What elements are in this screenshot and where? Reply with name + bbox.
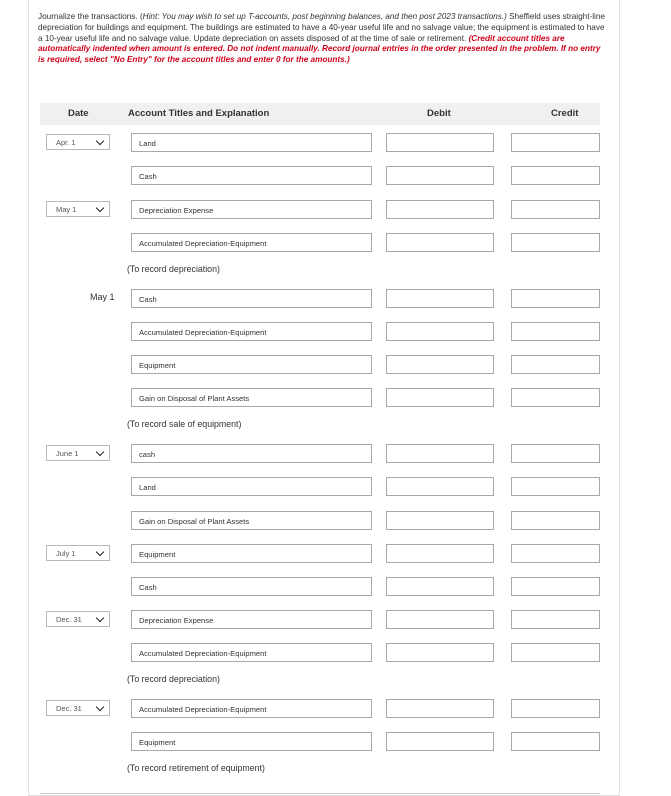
debit-input[interactable] [386,322,494,341]
debit-input[interactable] [386,444,494,463]
credit-input[interactable] [511,388,600,407]
instructions-red-note: (Credit account titles are automatically indented when amount is entered. Do not indent manually. Record journal entries in the order presented in the problem. If no entry is required, select "No Entry" for the account titles and enter 0 for the amounts.) [38,33,601,65]
date-value: June 1 [56,449,79,458]
credit-input[interactable] [511,610,600,629]
account-input[interactable]: Equipment [131,544,372,563]
instructions [38,12,608,66]
instructions-lead: Journalize the transactions. ( [38,12,143,21]
debit-input[interactable] [386,200,494,219]
credit-input[interactable] [511,289,600,308]
debit-input[interactable] [386,577,494,596]
account-input[interactable]: Accumulated Depreciation-Equipment [131,322,372,341]
date-select-dec31[interactable] [46,611,110,627]
account-input[interactable]: Accumulated Depreciation-Equipment [131,233,372,252]
header-account: Account Titles and Explanation [128,108,270,119]
credit-input[interactable] [511,643,600,662]
date-select-dec31-retirement[interactable] [46,700,110,716]
entry-memo: (To record depreciation) [127,674,220,684]
account-input[interactable]: Gain on Disposal of Plant Assets [131,388,372,407]
credit-input[interactable] [511,544,600,563]
date-value: Dec. 31 [56,615,82,624]
chevron-down-icon [96,137,104,145]
debit-input[interactable] [386,477,494,496]
debit-input[interactable] [386,610,494,629]
instructions-body: Sheffield uses straight-line depreciation for buildings and equipment. The buildings are estimated to have a 40-year useful life and no salvage value; the equipment is estimated to have a 10-year useful life and no salvage value. Update depreciation on assets disposed of at the time of sale or retirement. [38,12,605,43]
date-select-june1[interactable] [46,445,110,461]
date-value: May 1 [56,205,77,214]
instructions-hint-label: Hint: [142,12,160,21]
debit-input[interactable] [386,133,494,152]
credit-input[interactable] [511,233,600,252]
credit-input[interactable] [511,577,600,596]
account-input[interactable]: Cash [131,289,372,308]
header-credit: Credit [551,108,579,119]
account-input[interactable]: Depreciation Expense [131,610,372,629]
date-value: Apr. 1 [56,138,76,147]
account-input[interactable]: cash [131,444,372,463]
date-select-apr1[interactable] [46,134,110,150]
date-select-july1[interactable] [46,545,110,561]
debit-input[interactable] [386,699,494,718]
credit-input[interactable] [511,699,600,718]
credit-input[interactable] [511,133,600,152]
credit-input[interactable] [511,322,600,341]
account-input[interactable]: Accumulated Depreciation-Equipment [131,643,372,662]
debit-input[interactable] [386,289,494,308]
divider [40,793,600,794]
debit-input[interactable] [386,643,494,662]
account-input[interactable]: Accumulated Depreciation-Equipment [131,699,372,718]
account-input[interactable]: Equipment [131,355,372,374]
chevron-down-icon [96,703,104,711]
table-header [40,103,600,125]
date-select-may1[interactable] [46,201,110,217]
chevron-down-icon [96,204,104,212]
credit-input[interactable] [511,166,600,185]
date-value: Dec. 31 [56,704,82,713]
debit-input[interactable] [386,544,494,563]
debit-input[interactable] [386,233,494,252]
debit-input[interactable] [386,388,494,407]
credit-input[interactable] [511,444,600,463]
account-input[interactable]: Land [131,133,372,152]
instructions-hint-text: You may wish to set up T-accounts, post beginning balances, and then post 2023 transactions.) [159,12,507,21]
header-date: Date [68,108,89,119]
entry-memo: (To record retirement of equipment) [127,763,265,773]
credit-input[interactable] [511,477,600,496]
date-static-may1: May 1 [90,292,115,302]
debit-input[interactable] [386,166,494,185]
credit-input[interactable] [511,355,600,374]
account-input[interactable]: Cash [131,166,372,185]
chevron-down-icon [96,448,104,456]
entry-memo: (To record sale of equipment) [127,419,242,429]
chevron-down-icon [96,548,104,556]
debit-input[interactable] [386,511,494,530]
entry-memo: (To record depreciation) [127,264,220,274]
account-input[interactable]: Gain on Disposal of Plant Assets [131,511,372,530]
account-input[interactable]: Equipment [131,732,372,751]
debit-input[interactable] [386,355,494,374]
header-debit: Debit [427,108,451,119]
credit-input[interactable] [511,732,600,751]
account-input[interactable]: Cash [131,577,372,596]
credit-input[interactable] [511,511,600,530]
account-input[interactable]: Depreciation Expense [131,200,372,219]
credit-input[interactable] [511,200,600,219]
chevron-down-icon [96,614,104,622]
debit-input[interactable] [386,732,494,751]
account-input[interactable]: Land [131,477,372,496]
date-value: July 1 [56,549,76,558]
